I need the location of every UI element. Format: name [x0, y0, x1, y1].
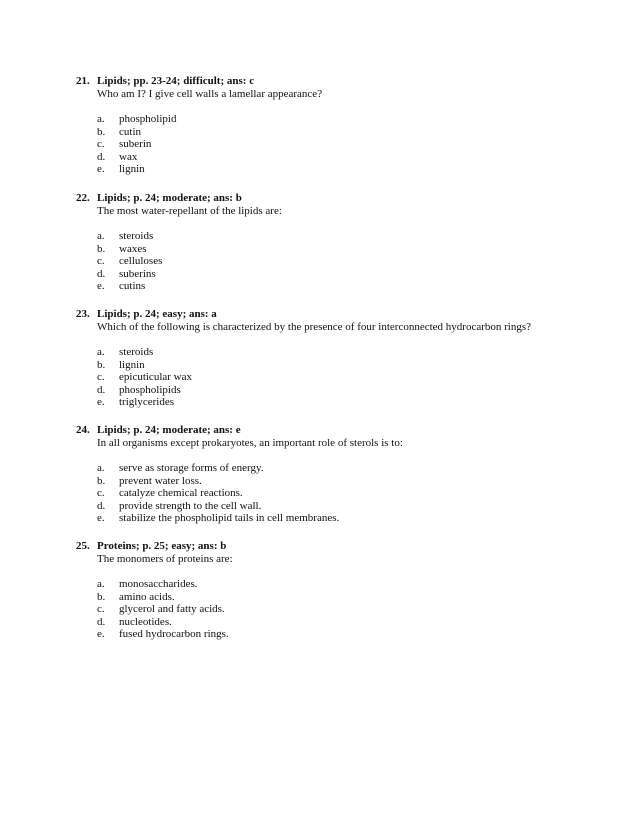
- option-d: [97, 384, 576, 397]
- question-number: 21.: [76, 75, 90, 87]
- option-letter: e.: [97, 512, 105, 524]
- option-c: [97, 138, 576, 151]
- option-d: [97, 616, 576, 629]
- option-e: [97, 628, 576, 641]
- option-b: [97, 591, 576, 604]
- question-text: The monomers of proteins are:: [97, 553, 233, 565]
- answer-options: [97, 462, 576, 525]
- option-d: [97, 151, 576, 164]
- option-c: [97, 487, 576, 500]
- question-number: 25.: [76, 540, 90, 552]
- answer-options: [97, 230, 576, 293]
- question-24: [76, 424, 576, 525]
- option-b: [97, 359, 576, 372]
- option-letter: d.: [97, 150, 106, 163]
- question-23: [76, 308, 576, 409]
- option-letter: a.: [97, 578, 105, 590]
- option-letter: d.: [97, 615, 106, 628]
- question-header: [76, 192, 576, 205]
- option-text: prevent water loss.: [119, 474, 202, 487]
- question-meta: Lipids; p. 24; easy; ans: a: [97, 308, 217, 320]
- option-c: [97, 371, 576, 384]
- option-letter: d.: [97, 499, 106, 512]
- option-text: lignin: [119, 358, 145, 371]
- option-c: [97, 255, 576, 268]
- option-letter: c.: [97, 255, 105, 267]
- question-header: [76, 540, 576, 553]
- option-letter: e.: [97, 280, 105, 292]
- answer-options: [97, 578, 576, 641]
- option-e: [97, 512, 576, 525]
- option-d: [97, 268, 576, 281]
- option-letter: a.: [97, 462, 105, 474]
- question-meta: Proteins; p. 25; easy; ans: b: [97, 540, 227, 552]
- option-text: glycerol and fatty acids.: [119, 603, 225, 615]
- option-letter: e.: [97, 628, 105, 640]
- question-header: [76, 424, 576, 437]
- option-letter: d.: [97, 267, 106, 280]
- option-text: epicuticular wax: [119, 371, 192, 383]
- option-c: [97, 603, 576, 616]
- question-22: [76, 192, 576, 293]
- option-d: [97, 500, 576, 513]
- option-letter: b.: [97, 242, 106, 255]
- option-text: cutin: [119, 125, 141, 138]
- option-letter: c.: [97, 603, 105, 615]
- option-text: monosaccharides.: [119, 578, 198, 590]
- question-meta: Lipids; p. 24; moderate; ans: e: [97, 424, 241, 436]
- option-text: nucleotides.: [119, 615, 172, 628]
- option-text: waxes: [119, 242, 147, 255]
- option-text: stabilize the phospholipid tails in cell membranes.: [119, 512, 340, 524]
- option-text: fused hydrocarbon rings.: [119, 628, 229, 640]
- option-text: cutins: [119, 280, 146, 292]
- option-text: catalyze chemical reactions.: [119, 487, 243, 499]
- option-e: [97, 396, 576, 409]
- question-meta: Lipids; pp. 23-24; difficult; ans: c: [97, 75, 255, 87]
- option-text: lignin: [119, 163, 145, 175]
- option-text: steroids: [119, 346, 154, 358]
- question-25: [76, 540, 576, 641]
- option-letter: b.: [97, 125, 106, 138]
- question-header: [76, 75, 576, 88]
- option-text: phospholipid: [119, 113, 177, 125]
- option-letter: a.: [97, 113, 105, 125]
- answer-options: [97, 113, 576, 176]
- option-letter: b.: [97, 590, 106, 603]
- option-letter: b.: [97, 358, 106, 371]
- option-text: phospholipids: [119, 383, 181, 396]
- option-text: amino acids.: [119, 590, 175, 603]
- option-a: [97, 113, 576, 126]
- question-text: Which of the following is characterized by the presence of four interconnected hydrocarbon rings?: [97, 321, 532, 333]
- option-letter: c.: [97, 371, 105, 383]
- option-letter: d.: [97, 383, 106, 396]
- option-b: [97, 475, 576, 488]
- question-21: [76, 75, 576, 176]
- option-letter: c.: [97, 487, 105, 499]
- option-text: provide strength to the cell wall.: [119, 499, 262, 512]
- option-a: [97, 346, 576, 359]
- option-letter: c.: [97, 138, 105, 150]
- option-text: triglycerides: [119, 396, 174, 408]
- option-text: celluloses: [119, 255, 163, 267]
- option-e: [97, 163, 576, 176]
- option-a: [97, 462, 576, 475]
- question-number: 22.: [76, 192, 90, 204]
- question-number: 23.: [76, 308, 90, 320]
- answer-options: [97, 346, 576, 409]
- option-letter: e.: [97, 163, 105, 175]
- option-e: [97, 280, 576, 293]
- question-number: 24.: [76, 424, 90, 436]
- option-text: wax: [119, 150, 138, 163]
- question-text: In all organisms except prokaryotes, an important role of sterols is to:: [97, 437, 403, 449]
- option-letter: a.: [97, 346, 105, 358]
- option-letter: e.: [97, 396, 105, 408]
- option-b: [97, 126, 576, 139]
- option-a: [97, 578, 576, 591]
- option-text: serve as storage forms of energy.: [119, 462, 264, 474]
- option-letter: a.: [97, 230, 105, 242]
- option-b: [97, 243, 576, 256]
- question-meta: Lipids; p. 24; moderate; ans: b: [97, 192, 242, 204]
- question-text: Who am I? I give cell walls a lamellar appearance?: [97, 88, 323, 100]
- option-a: [97, 230, 576, 243]
- question-text: The most water-repellant of the lipids are:: [97, 205, 282, 217]
- option-letter: b.: [97, 474, 106, 487]
- option-text: suberins: [119, 267, 156, 280]
- question-header: [76, 308, 576, 321]
- option-text: steroids: [119, 230, 154, 242]
- option-text: suberin: [119, 138, 152, 150]
